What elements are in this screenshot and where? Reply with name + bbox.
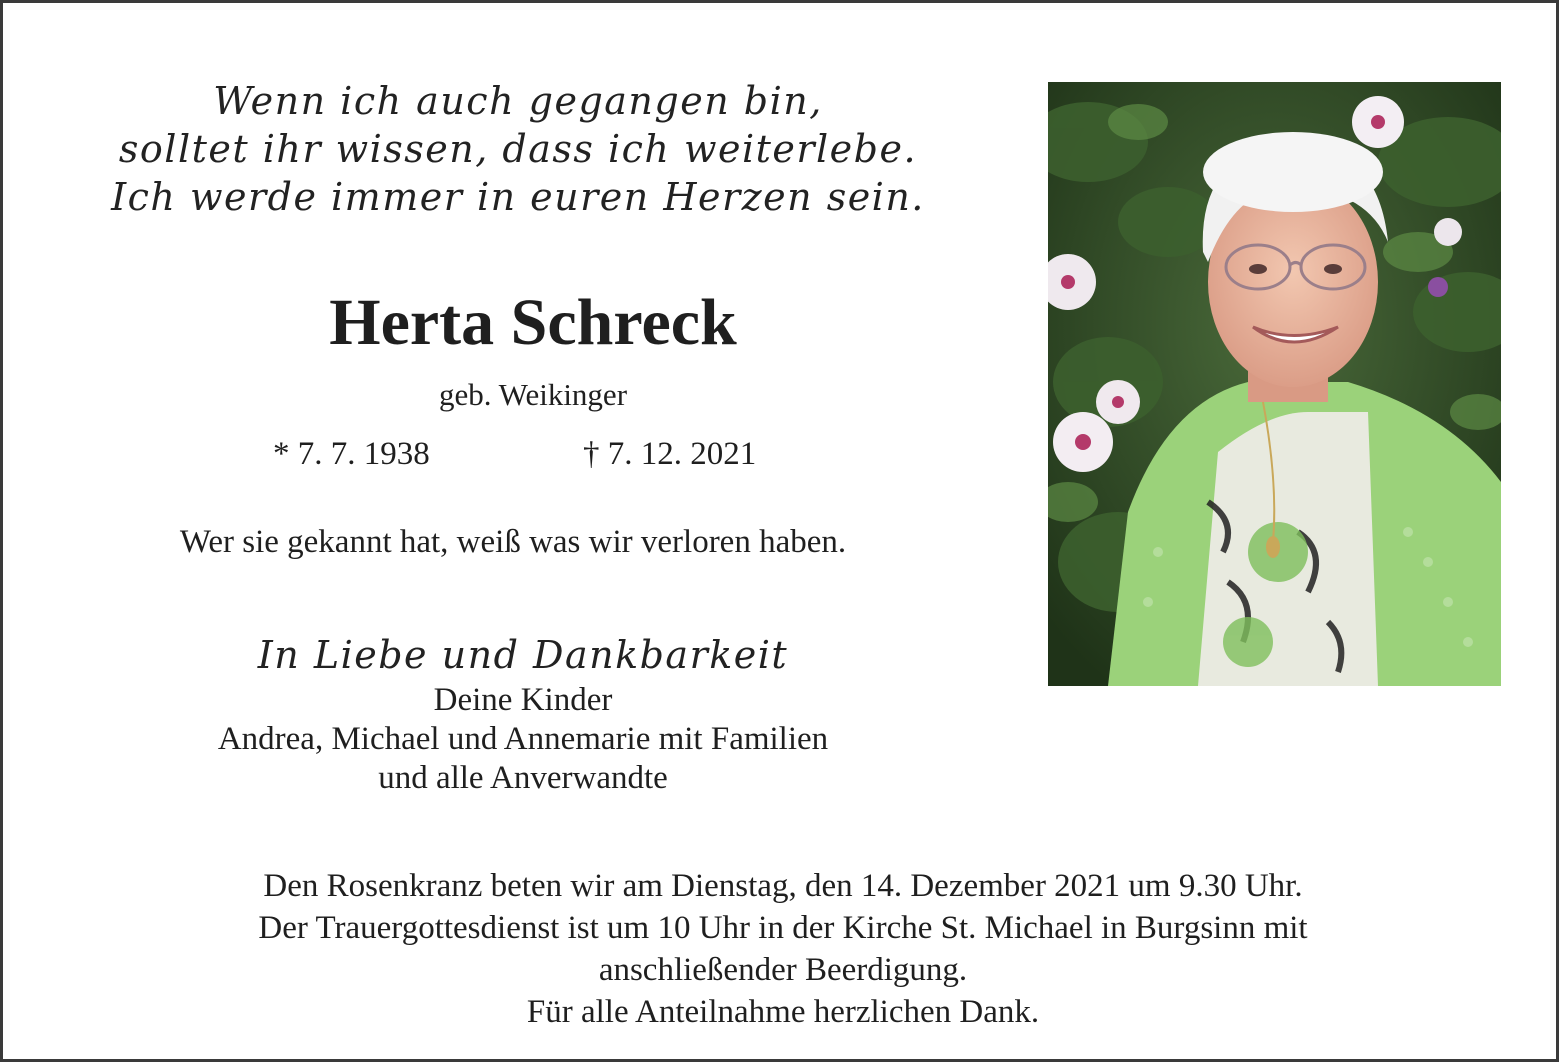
service-line-3: anschließender Beerdigung. [598, 952, 968, 988]
service-line-2: Der Trauergottesdienst ist um 10 Uhr in der Kirche St. Michael in Burgsinn mit [258, 910, 1308, 946]
verse-line-3: Ich werde immer in euren Herzen sein. [111, 175, 925, 219]
memorial-saying: Wer sie gekannt hat, weiß was wir verloren haben. [179, 524, 847, 560]
portrait-photo [1048, 82, 1501, 686]
mourners-line-3: und alle Anverwandte [378, 760, 668, 796]
service-details [83, 865, 1483, 1033]
maiden-name: geb. Weikinger [438, 377, 628, 412]
birth-date: * 7. 7. 1938 [273, 436, 430, 472]
memorial-verse [93, 77, 943, 221]
mourners-heading: In Liebe und Dankbarkeit [257, 633, 789, 677]
mourners-line-2: Andrea, Michael und Annemarie mit Familien [217, 721, 829, 757]
mourners-line-1: Deine Kinder [433, 682, 613, 718]
verse-line-1: Wenn ich auch gegangen bin, [213, 79, 823, 123]
deceased-name: Herta Schreck [329, 286, 737, 359]
verse-line-2: solltet ihr wissen, dass ich weiterlebe. [118, 127, 918, 171]
mourners-list [123, 681, 923, 798]
service-line-4: Für alle Anteilnahme herzlichen Dank. [526, 994, 1040, 1030]
service-line-1: Den Rosenkranz beten wir am Dienstag, den 14. Dezember 2021 um 9.30 Uhr. [263, 868, 1303, 904]
death-date: † 7. 12. 2021 [583, 436, 757, 472]
